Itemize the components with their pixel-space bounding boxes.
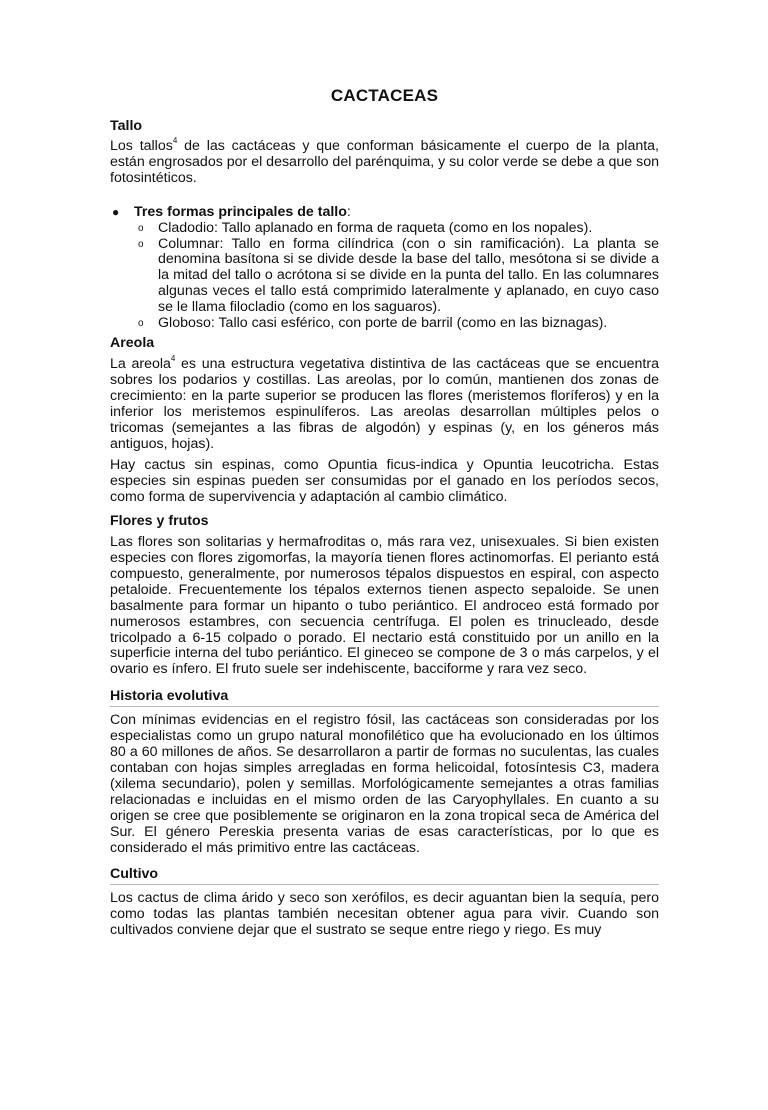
areola-paragraph-1 xyxy=(110,354,659,452)
form-cladodio: Cladodio: Tallo aplanado en forma de raqueta (como en los nopales). xyxy=(158,219,593,236)
footnote-reference: 4 xyxy=(170,354,176,364)
section-heading-cultivo: Cultivo xyxy=(110,866,659,885)
tallo-intro-text-start: Los tallos xyxy=(110,138,173,154)
list-item xyxy=(110,205,659,332)
bullet-icon: ● xyxy=(112,204,120,219)
list-item xyxy=(134,316,659,332)
tallo-intro-paragraph xyxy=(110,136,660,187)
areola-text-rest: es una estructura vegetativa distintiva de las cactáceas que se encuentra sobres los podarios y costillas. Las areolas, por lo común, mantienen dos zonas de crecimiento: en la parte superior se producen las flores (meristemos floríferos) y en la inferior los meristemos espinulíferos. Las areolas desarrollan múltiples pelos o tricomas (semejantes a las fibras de algodón) y espinas (y, en los géneros más antiguos, hojas). xyxy=(110,355,659,452)
stem-forms-title: Tres formas principales de tallo xyxy=(134,203,347,220)
list-item xyxy=(134,221,659,237)
areola-paragraph-2: Hay cactus sin espinas, como Opuntia ficus-indica y Opuntia leucotricha. Estas especies sin espinas pueden ser consumidas por el ganado en los períodos secos, como forma de supervivencia y adaptación al cambio climático. xyxy=(110,457,659,506)
tallo-intro-text-rest: de las cactáceas y que conforman básicamente el cuerpo de la planta, están engrosados por el desarrollo del parénquima, y su color verde se debe a que son fotosintéticos. xyxy=(110,138,660,186)
section-heading-areola: Areola xyxy=(110,334,155,351)
stem-forms-list xyxy=(110,205,659,332)
footnote-reference: 4 xyxy=(172,136,178,146)
section-heading-tallo: Tallo xyxy=(110,118,143,134)
form-globoso: Globoso: Tallo casi esférico, con porte de barril (como en las biznagas). xyxy=(158,315,608,332)
historia-paragraph: Con mínimas evidencias en el registro fósil, las cactáceas son consideradas por los especialistas como un grupo natural monofilético que ha evolucionado en los últimos 80 a 60 millones de años. Se desarrollaron a partir de formas no suculentas, las cuales contaban con hojas simples arregladas en forma helicoidal, fotosíntesis C3, madera (xilema secundario), polen y semillas. Morfológicamente semejantes a otras familias relacionadas e incluidas en el mismo orden de las Caryophyllales. En cuanto a su origen se cree que posiblemente se originaron en la zona tropical seca de América del Sur. El género Pereskia presenta varias de esas características, por lo que es considerado el más primitivo entre las cactáceas. xyxy=(110,712,659,856)
cultivo-paragraph: Los cactus de clima árido y seco son xerófilos, es decir aguantan bien la sequía, pero como todas las plantas también necesitan obtener agua para vivir. Cuando son cultivados conviene dejar que el sustrato se seque entre riego y riego. Es muy xyxy=(110,891,659,939)
flores-paragraph: Las flores son solitarias y hermafroditas o, más rara vez, unisexuales. Si bien existen especies con flores zigomorfas, la mayoría tienen flores actinomorfas. El perianto está compuesto, generalmente, por numerosos tépalos dispuestos en espiral, con aspecto petaloide. Frecuentemente los tépalos externos tienen aspecto sepaloide. Se unen basalmente para formar un hipanto o tubo periántico. El androceo está formado por numerosos estambres, con secuencia centrífuga. El polen es trinucleado, desde tricolpado a 6-15 colpado o porado. El nectario está constituido por un anillo en la superficie interna del tubo periántico. El gineceo se compone de 3 o más carpelos, y el ovario es ínfero. El fruto suele ser indehiscente, bacciforme y rara vez seco. xyxy=(110,534,659,678)
circle-bullet-icon: o xyxy=(138,318,144,330)
section-heading-flores: Flores y frutos xyxy=(110,513,209,530)
areola-text-start: La areola xyxy=(110,355,171,372)
form-columnar: Columnar: Tallo en forma cilíndrica (con o sin ramificación). La planta se denomina basítona si se divide desde la base del tallo, mesótona si se divide a la mitad del tallo o acrótona si se divide en la punta del tallo. En las columnares algunas veces el tallo está comprimido lateralmente y aplanado, en cuyo caso se le llama filocladio (como en los saguaros). xyxy=(158,235,659,316)
circle-bullet-icon: o xyxy=(138,238,144,250)
list-item xyxy=(134,237,659,317)
document-page xyxy=(0,86,768,1110)
section-heading-historia: Historia evolutiva xyxy=(110,688,659,707)
circle-bullet-icon: o xyxy=(138,222,144,234)
stem-forms-colon: : xyxy=(346,203,351,220)
document-title: CACTACEAS xyxy=(330,86,439,105)
stem-forms-sublist xyxy=(134,221,659,332)
